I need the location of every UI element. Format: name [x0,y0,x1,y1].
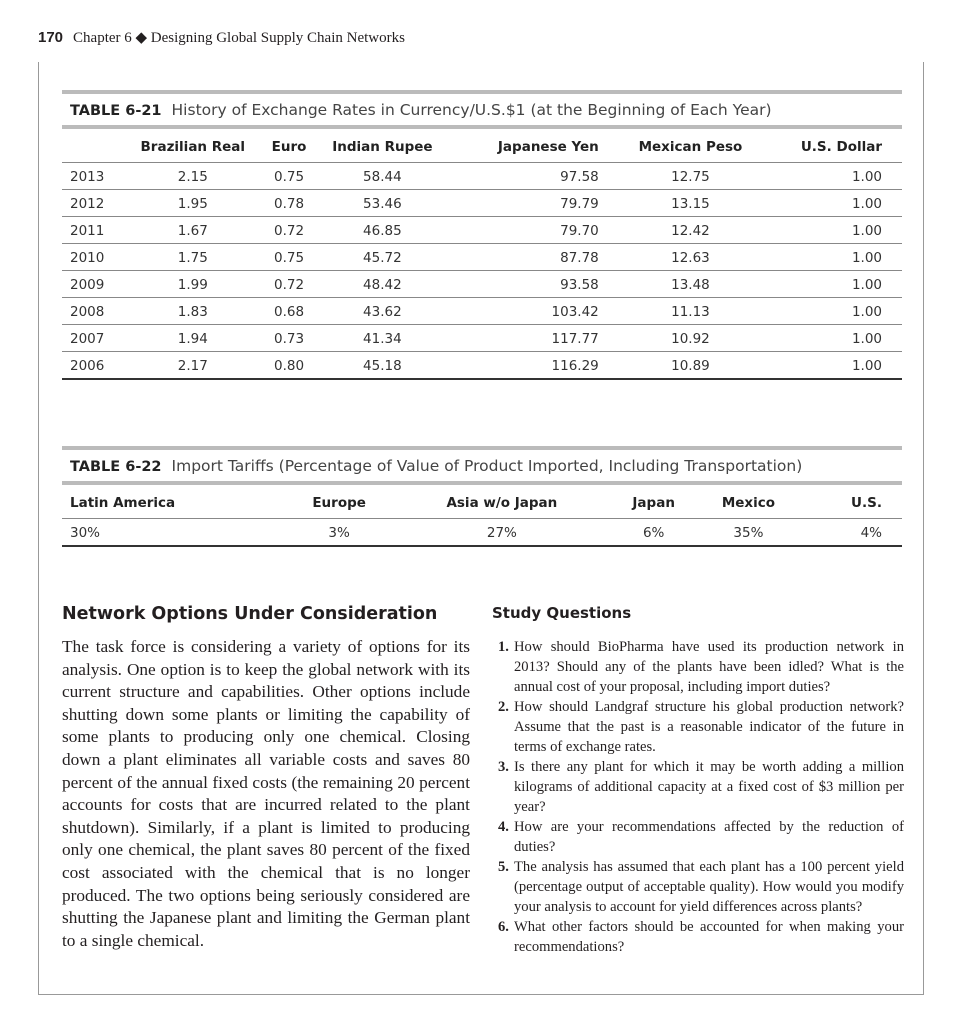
question-number: 6. [498,919,509,935]
table-cell: 13.48 [619,271,762,298]
table-row [62,325,902,352]
table-cell: 53.46 [313,190,452,217]
table-cell: 3% [286,519,392,547]
table-cell: 2007 [62,325,121,352]
study-question [492,697,904,757]
question-number: 4. [498,819,509,835]
chapter-title: Chapter 6 ◆ Designing Global Supply Chain Networks [73,30,405,46]
table-cell: 2013 [62,163,121,190]
question-number: 3. [498,759,509,775]
column-header: Japan [612,485,696,519]
table-cell: 1.00 [762,271,902,298]
table-cell: 0.72 [265,217,313,244]
table-title: Import Tariffs (Percentage of Value of Product Imported, Including Transportation) [171,457,803,475]
table-cell: 0.80 [265,352,313,380]
table-cell: 1.00 [762,190,902,217]
table-cell: 1.83 [121,298,265,325]
table-cell: 2009 [62,271,121,298]
study-questions-list [492,637,904,957]
table-cell: 0.73 [265,325,313,352]
table-cell: 45.72 [313,244,452,271]
table-caption [62,90,902,129]
table-cell: 79.79 [452,190,619,217]
table-cell: 2012 [62,190,121,217]
question-number: 1. [498,639,509,655]
table-row [62,298,902,325]
column-header: Indian Rupee [313,129,452,163]
table-cell: 46.85 [313,217,452,244]
column-header: U.S. Dollar [762,129,902,163]
table-cell: 116.29 [452,352,619,380]
table-cell: 1.00 [762,217,902,244]
table-cell: 1.75 [121,244,265,271]
table-cell: 12.63 [619,244,762,271]
table-cell: 30% [62,519,286,547]
table-6-21 [62,90,902,380]
section-heading: Network Options Under Consideration [62,604,438,624]
table-cell: 1.99 [121,271,265,298]
table-cell: 48.42 [313,271,452,298]
table-cell: 1.95 [121,190,265,217]
column-header: Japanese Yen [452,129,619,163]
table-cell: 87.78 [452,244,619,271]
study-question [492,757,904,817]
table-cell: 35% [696,519,801,547]
table-cell: 1.94 [121,325,265,352]
table-cell: 97.58 [452,163,619,190]
question-number: 5. [498,859,509,875]
table-cell: 1.00 [762,244,902,271]
column-header: Brazilian Real [121,129,265,163]
running-header [38,28,405,47]
table-cell: 45.18 [313,352,452,380]
table-cell: 2.17 [121,352,265,380]
table-cell: 79.70 [452,217,619,244]
table-cell: 0.78 [265,190,313,217]
table-cell: 93.58 [452,271,619,298]
table-cell: 0.75 [265,163,313,190]
table-row [62,163,902,190]
table-row [62,519,902,547]
table-cell: 10.89 [619,352,762,380]
question-text: How should BioPharma have used its production network in 2013? Should any of the plants have been idled? What is the annual cost of your proposal, including import duties? [514,639,904,695]
table-row [62,217,902,244]
table-cell: 12.75 [619,163,762,190]
column-header: Mexico [696,485,801,519]
table-cell: 2011 [62,217,121,244]
study-question [492,917,904,957]
table-cell: 6% [612,519,696,547]
table-cell: 0.72 [265,271,313,298]
table-cell: 43.62 [313,298,452,325]
table-cell: 1.00 [762,325,902,352]
column-header: Asia w/o Japan [392,485,611,519]
question-text: How are your recommendations affected by the reduction of duties? [514,819,904,855]
column-header [62,129,121,163]
table-cell: 1.00 [762,352,902,380]
table-label: TABLE 6-21 [70,103,162,119]
column-header: U.S. [801,485,902,519]
body-paragraph: The task force is considering a variety of options for its analysis. One option is to keep the global network with its current structure and capabilities. Other options include shutting down some plants or limiting the capability of some plants to producing only one chemical. Closing down a plant eliminates all variable costs and saves 80 percent of the annual fixed costs (the remaining 20 percent accounts for costs that are incurred related to the plant shutdown). Similarly, if a plant is limited to producing only one chemical, the plant saves 80 percent of the fixed cost associated with the chemical that is no longer produced. The two options being seriously considered are shutting the Japanese plant and limiting the German plant to a single chemical. [62,637,470,950]
table-cell: 2010 [62,244,121,271]
table-cell: 58.44 [313,163,452,190]
table-cell: 10.92 [619,325,762,352]
column-header: Latin America [62,485,286,519]
study-question [492,637,904,697]
table-cell: 12.42 [619,217,762,244]
table-cell: 2008 [62,298,121,325]
table-label: TABLE 6-22 [70,459,162,475]
page-number: 170 [38,29,64,46]
table-cell: 1.00 [762,163,902,190]
table-cell: 2006 [62,352,121,380]
question-text: The analysis has assumed that each plant has a 100 percent yield (percentage output of acceptable quality). How would you modify your analysis to account for yield differences across plants? [514,859,904,915]
question-number: 2. [498,699,509,715]
table-cell: 103.42 [452,298,619,325]
table-cell: 2.15 [121,163,265,190]
table-title: History of Exchange Rates in Currency/U.S.$1 (at the Beginning of Each Year) [171,101,772,119]
table-row [62,244,902,271]
table-row [62,190,902,217]
question-text: Is there any plant for which it may be worth adding a million kilograms of additional capacity at a fixed cost of $3 million per year? [514,759,904,815]
table-row [62,352,902,380]
table-cell: 1.00 [762,298,902,325]
table-caption [62,446,902,485]
table-cell: 13.15 [619,190,762,217]
table-cell: 0.68 [265,298,313,325]
study-questions-heading: Study Questions [492,604,632,622]
column-header: Euro [265,129,313,163]
question-text: What other factors should be accounted for when making your recommendations? [514,919,904,955]
column-header: Europe [286,485,392,519]
column-header: Mexican Peso [619,129,762,163]
table-row [62,271,902,298]
table-cell: 117.77 [452,325,619,352]
table-cell: 11.13 [619,298,762,325]
table-cell: 41.34 [313,325,452,352]
table-cell: 1.67 [121,217,265,244]
question-text: How should Landgraf structure his global production network? Assume that the past is a reasonable indicator of the future in terms of exchange rates. [514,699,904,755]
table-cell: 4% [801,519,902,547]
table-cell: 0.75 [265,244,313,271]
study-question [492,817,904,857]
table-6-22 [62,446,902,547]
table-cell: 27% [392,519,611,547]
study-question [492,857,904,917]
